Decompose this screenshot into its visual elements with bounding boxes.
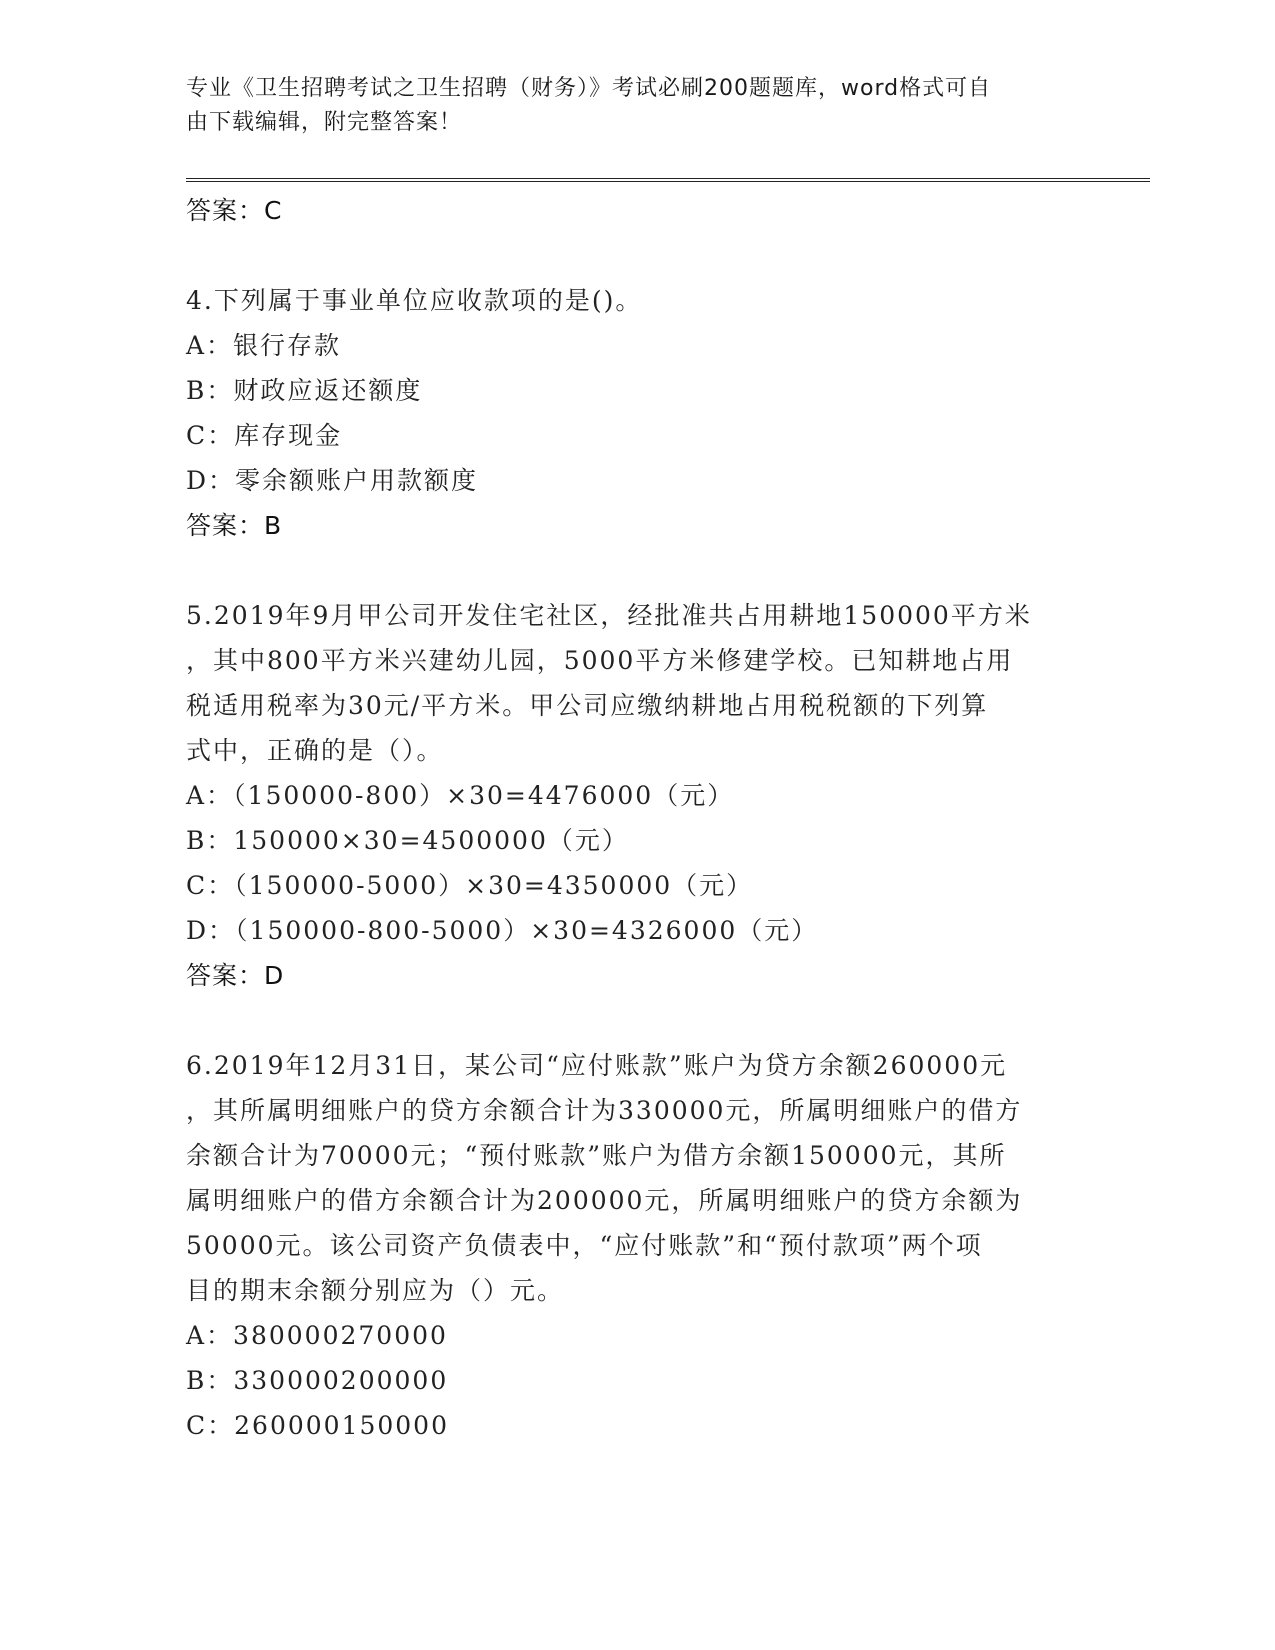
- question-stem-line: 目的期末余额分别应为（）元。: [186, 1276, 565, 1305]
- option-b: B：330000200000: [186, 1366, 449, 1395]
- document-body: [186, 188, 1086, 1448]
- answer-line: 答案：B: [186, 511, 283, 540]
- option-a: A：（150000-800）×30=4476000（元）: [186, 781, 735, 810]
- question-6: [186, 1043, 1086, 1448]
- question-stem-line: 6.2019年12月31日，某公司“应付账款”账户为贷方余额260000元: [186, 1051, 1008, 1080]
- question-stem: 4.下列属于事业单位应收款项的是()。: [186, 286, 643, 315]
- header-line-1: 专业《卫生招聘考试之卫生招聘（财务）》考试必刷200题题库，word格式可自: [186, 76, 992, 101]
- question-stem-line: 式中，正确的是（）。: [186, 736, 444, 765]
- question-stem-line: 税适用税率为30元/平方米。甲公司应缴纳耕地占用税税额的下列算: [186, 691, 989, 720]
- option-b: B：150000×30=4500000（元）: [186, 826, 629, 855]
- option-a: A：380000270000: [186, 1321, 448, 1350]
- question-stem-line: 5.2019年9月甲公司开发住宅社区，经批准共占用耕地150000平方米: [186, 601, 1032, 630]
- question-stem-line: ，其中800平方米兴建幼儿园，5000平方米修建学校。已知耕地占用: [186, 646, 1014, 675]
- answer-line: 答案：D: [186, 961, 285, 990]
- option-c: C：（150000-5000）×30=4350000（元）: [186, 871, 754, 900]
- option-b: B：财政应返还额度: [186, 376, 423, 405]
- question-4: [186, 278, 1086, 548]
- question-stem-line: 余额合计为70000元；“预付账款”账户为借方余额150000元，其所: [186, 1141, 1007, 1170]
- header-line-2: 由下载编辑，附完整答案！: [186, 110, 463, 135]
- question-stem-line: ，其所属明细账户的贷方余额合计为330000元，所属明细账户的借方: [186, 1096, 1023, 1125]
- option-c: C：库存现金: [186, 421, 343, 450]
- option-a: A：银行存款: [186, 331, 342, 360]
- option-d: D：零余额账户用款额度: [186, 466, 479, 495]
- document-header: [186, 72, 1066, 140]
- header-divider: [186, 178, 1150, 182]
- answer-line: 答案：C: [186, 196, 283, 225]
- question-5: [186, 593, 1086, 998]
- option-d: D：（150000-800-5000）×30=4326000（元）: [186, 916, 819, 945]
- question-stem-line: 50000元。该公司资产负债表中，“应付账款”和“预付款项”两个项: [186, 1231, 983, 1260]
- option-c: C：260000150000: [186, 1411, 449, 1440]
- question-stem-line: 属明细账户的借方余额合计为200000元，所属明细账户的贷方余额为: [186, 1186, 1023, 1215]
